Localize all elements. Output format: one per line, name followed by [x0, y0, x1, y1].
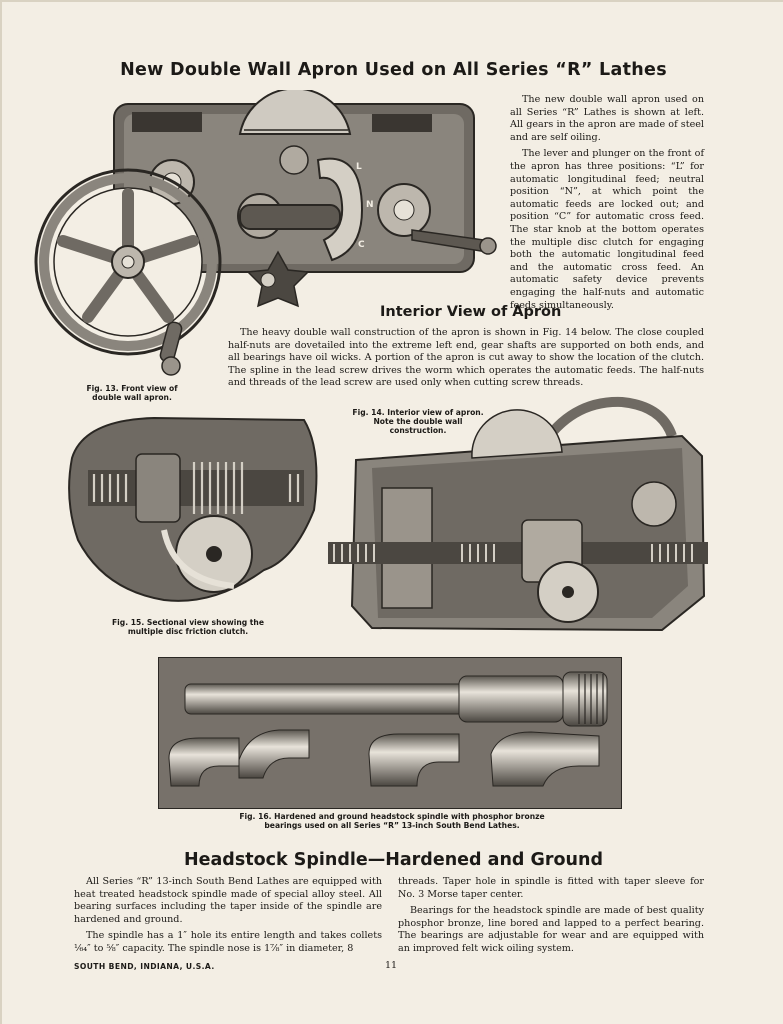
apron-description [510, 94, 704, 316]
page-title: New Double Wall Apron Used on All Series “R” Lathes [120, 60, 667, 80]
footer-location: SOUTH BEND, INDIANA, U.S.A. [74, 962, 215, 971]
apron-paragraph: The new double wall apron used on all Series “R” Lathes is shown at left. All gears in the apron are made of steel and are self oiling. [510, 94, 704, 143]
position-label-c: C [358, 240, 365, 250]
interior-heading: Interior View of Apron [380, 304, 562, 320]
fig15-clutch-illustration [64, 410, 326, 610]
fig16-spindle-illustration [158, 657, 622, 809]
apron-paragraph: The lever and plunger on the front of the apron has three positions: “L” for automatic longitudinal feed; neutral position “N”, at which point the automatic feeds are locked out; and position “C” for automatic cross feed. The star knob at the bottom operates the multiple disc clutch for engaging both the automatic longitudinal feed and the automatic cross feed. An automatic safety device prevents engaging the half-nuts and automatic feeds simultaneously. [510, 148, 704, 311]
spindle-paragraph: threads. Taper hole in spindle is fitted with taper sleeve for No. 3 Morse taper center. [398, 876, 704, 900]
fig16-caption: Fig. 16. Hardened and ground headstock spindle with phosphor bronze bearings used on all Series “R” 13-inch South Bend Lathes. [239, 812, 545, 830]
interior-paragraph: The heavy double wall construction of the apron is shown in Fig. 14 below. The close coupled half-nuts are dovetailed into the extreme left end, gear shafts are supported on both ends, and all bearings have oil wicks. A portion of the apron is cut away to show the location of the clutch. The spline in the lead screw drives the worm which operates the automatic feeds. The half-nuts and threads of the lead screw are used only when cutting screw threads. [228, 327, 704, 389]
page-number: 11 [385, 960, 398, 971]
position-label-l: L [356, 162, 362, 172]
interior-description [228, 327, 704, 394]
spindle-heading: Headstock Spindle—Hardened and Ground [183, 850, 604, 870]
fig13-caption: Fig. 13. Front view of double wall apron. [86, 384, 178, 402]
position-label-n: N [366, 200, 374, 210]
spindle-text-right [398, 876, 704, 960]
spindle-paragraph: The spindle has a 1″ hole its entire length and takes collets ¹⁄₆₄″ to ⁵⁄₈″ capacity. The spindle nose is 1⅞″ in diameter, 8 [74, 930, 382, 954]
spindle-paragraph: All Series “R” 13-inch South Bend Lathes are equipped with heat treated headstock spindle made of special alloy steel. All bearing surfaces including the taper inside of the spindle are hardened and ground. [74, 876, 382, 925]
spindle-text-left [74, 876, 382, 956]
fig15-caption: Fig. 15. Sectional view showing the multiple disc friction clutch. [112, 618, 264, 636]
fig14-interior-illustration [322, 396, 712, 634]
fig14-caption: Fig. 14. Interior view of apron. Note the double wall construction. [352, 408, 484, 435]
spindle-paragraph: Bearings for the headstock spindle are made of best quality phosphor bronze, line bored and lapped to a perfect bearing. The bearings are adjustable for wear and are equipped with an improved felt wick oiling system. [398, 905, 704, 954]
